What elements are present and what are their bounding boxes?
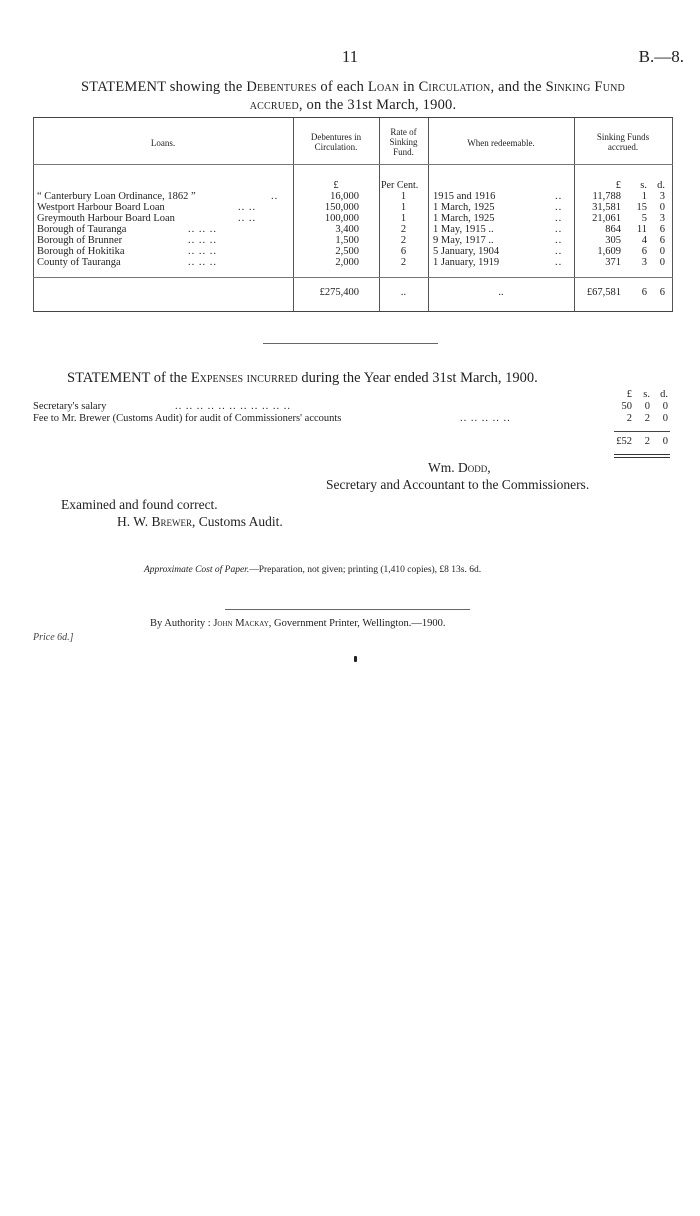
debentures-value: 16,000 — [330, 191, 359, 202]
expenses-total-pounds: £52 — [616, 436, 632, 447]
redeemable-date: 5 January, 1904 — [433, 246, 500, 257]
total-debentures: £275,400 — [319, 287, 359, 298]
sinking-shillings: 6 — [641, 246, 647, 257]
expense-item-pounds: 50 — [621, 401, 632, 412]
debentures-value: 1,500 — [335, 235, 359, 246]
debentures-table — [33, 117, 673, 312]
footer-divider — [225, 609, 470, 610]
document-reference: B.—8. — [638, 47, 684, 66]
rate-value: 1 — [400, 202, 407, 213]
expense-item-pence: 0 — [662, 401, 668, 412]
column-header-when: When redeemable. — [467, 138, 535, 148]
expenses-total-pence: 0 — [662, 436, 668, 447]
leader-dots: .. .. .. — [188, 257, 217, 268]
sinking-shillings: 5 — [641, 213, 647, 224]
total-when: .. — [498, 287, 504, 298]
total-rate: .. — [400, 287, 407, 298]
double-rule — [614, 454, 670, 455]
total-rule — [614, 431, 670, 432]
sinking-pence: 3 — [659, 191, 665, 202]
debentures-value: 2,000 — [335, 257, 359, 268]
sinking-pounds: 21,061 — [592, 213, 621, 224]
sinking-pence: 6 — [659, 224, 665, 235]
leader-dots: .. — [555, 257, 563, 268]
sinking-pounds: 864 — [605, 224, 621, 235]
expense-item-pence: 0 — [662, 413, 668, 424]
column-header-debentures: Debentures in Circulation. — [310, 132, 362, 152]
column-header-loans: Loans. — [150, 138, 176, 148]
expense-item-label: Secretary's salary — [33, 401, 107, 412]
loan-name: Borough of Tauranga — [37, 224, 127, 235]
loan-name: Westport Harbour Board Loan — [37, 202, 165, 213]
expenses-total-shillings: 2 — [644, 436, 650, 447]
total-sinking-pounds: £67,581 — [586, 287, 621, 298]
loan-name: Borough of Brunner — [37, 235, 123, 246]
double-rule — [614, 457, 670, 458]
redeemable-date: 1 January, 1919 — [433, 257, 500, 268]
sinking-shillings: 4 — [641, 235, 647, 246]
redeemable-date: 9 May, 1917 .. — [433, 235, 494, 246]
leader-dots: .. — [555, 213, 563, 224]
sinking-pence: 6 — [659, 235, 665, 246]
leader-dots: .. .. .. — [188, 235, 217, 246]
leader-dots: .. .. .. .. .. .. .. .. .. .. .. — [175, 401, 291, 412]
approximate-cost-note: Approximate Cost of Paper.—Preparation, not given; printing (1,410 copies), £8 13s. 6d. — [144, 565, 482, 575]
rate-value: 2 — [400, 257, 407, 268]
leader-dots: .. .. .. .. .. — [460, 413, 511, 424]
debentures-statement-title: STATEMENT showing the Debentures of each Loan in Circulation, and the Sinking Fund accrued, on the 31st March, 1900. — [81, 79, 625, 113]
expense-item-label: Fee to Mr. Brewer (Customs Audit) for audit of Commissioners' accounts — [33, 413, 342, 424]
sinking-pence: 0 — [659, 246, 665, 257]
loan-name: “ Canterbury Loan Ordinance, 1862 ” — [37, 191, 196, 202]
sinking-pounds: 1,609 — [597, 246, 621, 257]
expenses-unit-pence: d. — [660, 389, 668, 400]
signatory-name: Wm. Dodd, — [428, 460, 491, 475]
leader-dots: .. — [555, 202, 563, 213]
signatory-title: Secretary and Accountant to the Commissioners. — [326, 477, 590, 492]
debentures-value: 3,400 — [335, 224, 359, 235]
sinking-pounds: 11,788 — [592, 191, 621, 202]
printer-authority: By Authority : John Mackay, Government Printer, Wellington.—1900. — [150, 618, 446, 629]
expenses-statement-title: STATEMENT of the Expenses incurred during the Year ended 31st March, 1900. — [67, 370, 538, 386]
sinking-pounds: 371 — [605, 257, 621, 268]
section-divider — [263, 343, 438, 344]
page-number: 11 — [341, 47, 359, 66]
leader-dots: .. — [271, 191, 279, 202]
debentures-value: 2,500 — [335, 246, 359, 257]
rate-value: 1 — [400, 191, 407, 202]
unit-shillings: s. — [640, 180, 647, 191]
unit-pence: d. — [657, 180, 665, 191]
leader-dots: .. — [555, 224, 563, 235]
expense-item-pounds: 2 — [626, 413, 632, 424]
sinking-pounds: 31,581 — [592, 202, 621, 213]
leader-dots: .. .. .. — [188, 246, 217, 257]
leader-dots: .. — [555, 191, 563, 202]
total-sinking-pence: 6 — [659, 287, 665, 298]
redeemable-date: 1 March, 1925 — [433, 202, 495, 213]
leader-dots: .. .. — [238, 213, 257, 224]
leader-dots: .. .. — [238, 202, 257, 213]
sinking-shillings: 1 — [641, 191, 647, 202]
column-header-rate: Rate of Sinking Fund. — [389, 127, 418, 157]
expenses-unit-shillings: s. — [643, 389, 650, 400]
price-note: Price 6d.] — [33, 632, 74, 643]
expense-item-shillings: 2 — [644, 413, 650, 424]
unit-rate: Per Cent. — [381, 180, 419, 191]
total-sinking-shillings: 6 — [641, 287, 647, 298]
debentures-value: 100,000 — [324, 213, 359, 224]
rate-value: 2 — [400, 224, 407, 235]
expenses-unit-pounds: £ — [626, 389, 632, 400]
sinking-pence: 0 — [659, 202, 665, 213]
sinking-pence: 0 — [659, 257, 665, 268]
loan-name: County of Tauranga — [37, 257, 121, 268]
leader-dots: .. — [555, 246, 563, 257]
rate-value: 2 — [400, 235, 407, 246]
examination-note: Examined and found correct. — [61, 497, 218, 512]
ink-speck — [354, 656, 357, 662]
sinking-shillings: 11 — [636, 224, 647, 235]
sinking-shillings: 3 — [641, 257, 647, 268]
unit-debentures: £ — [333, 180, 339, 191]
loan-name: Borough of Hokitika — [37, 246, 125, 257]
expense-item-shillings: 0 — [644, 401, 650, 412]
auditor-name: H. W. Brewer, Customs Audit. — [117, 514, 283, 529]
sinking-pence: 3 — [659, 213, 665, 224]
unit-pounds: £ — [615, 180, 621, 191]
sinking-shillings: 15 — [636, 202, 647, 213]
loan-name: Greymouth Harbour Board Loan — [37, 213, 175, 224]
sinking-pounds: 305 — [605, 235, 621, 246]
rate-value: 6 — [400, 246, 407, 257]
redeemable-date: 1 March, 1925 — [433, 213, 495, 224]
leader-dots: .. .. .. — [188, 224, 217, 235]
redeemable-date: 1915 and 1916 — [433, 191, 496, 202]
column-header-sinking: Sinking Funds accrued. — [596, 132, 650, 152]
leader-dots: .. — [555, 235, 563, 246]
debentures-value: 150,000 — [324, 202, 359, 213]
rate-value: 1 — [400, 213, 407, 224]
redeemable-date: 1 May, 1915 .. — [433, 224, 494, 235]
